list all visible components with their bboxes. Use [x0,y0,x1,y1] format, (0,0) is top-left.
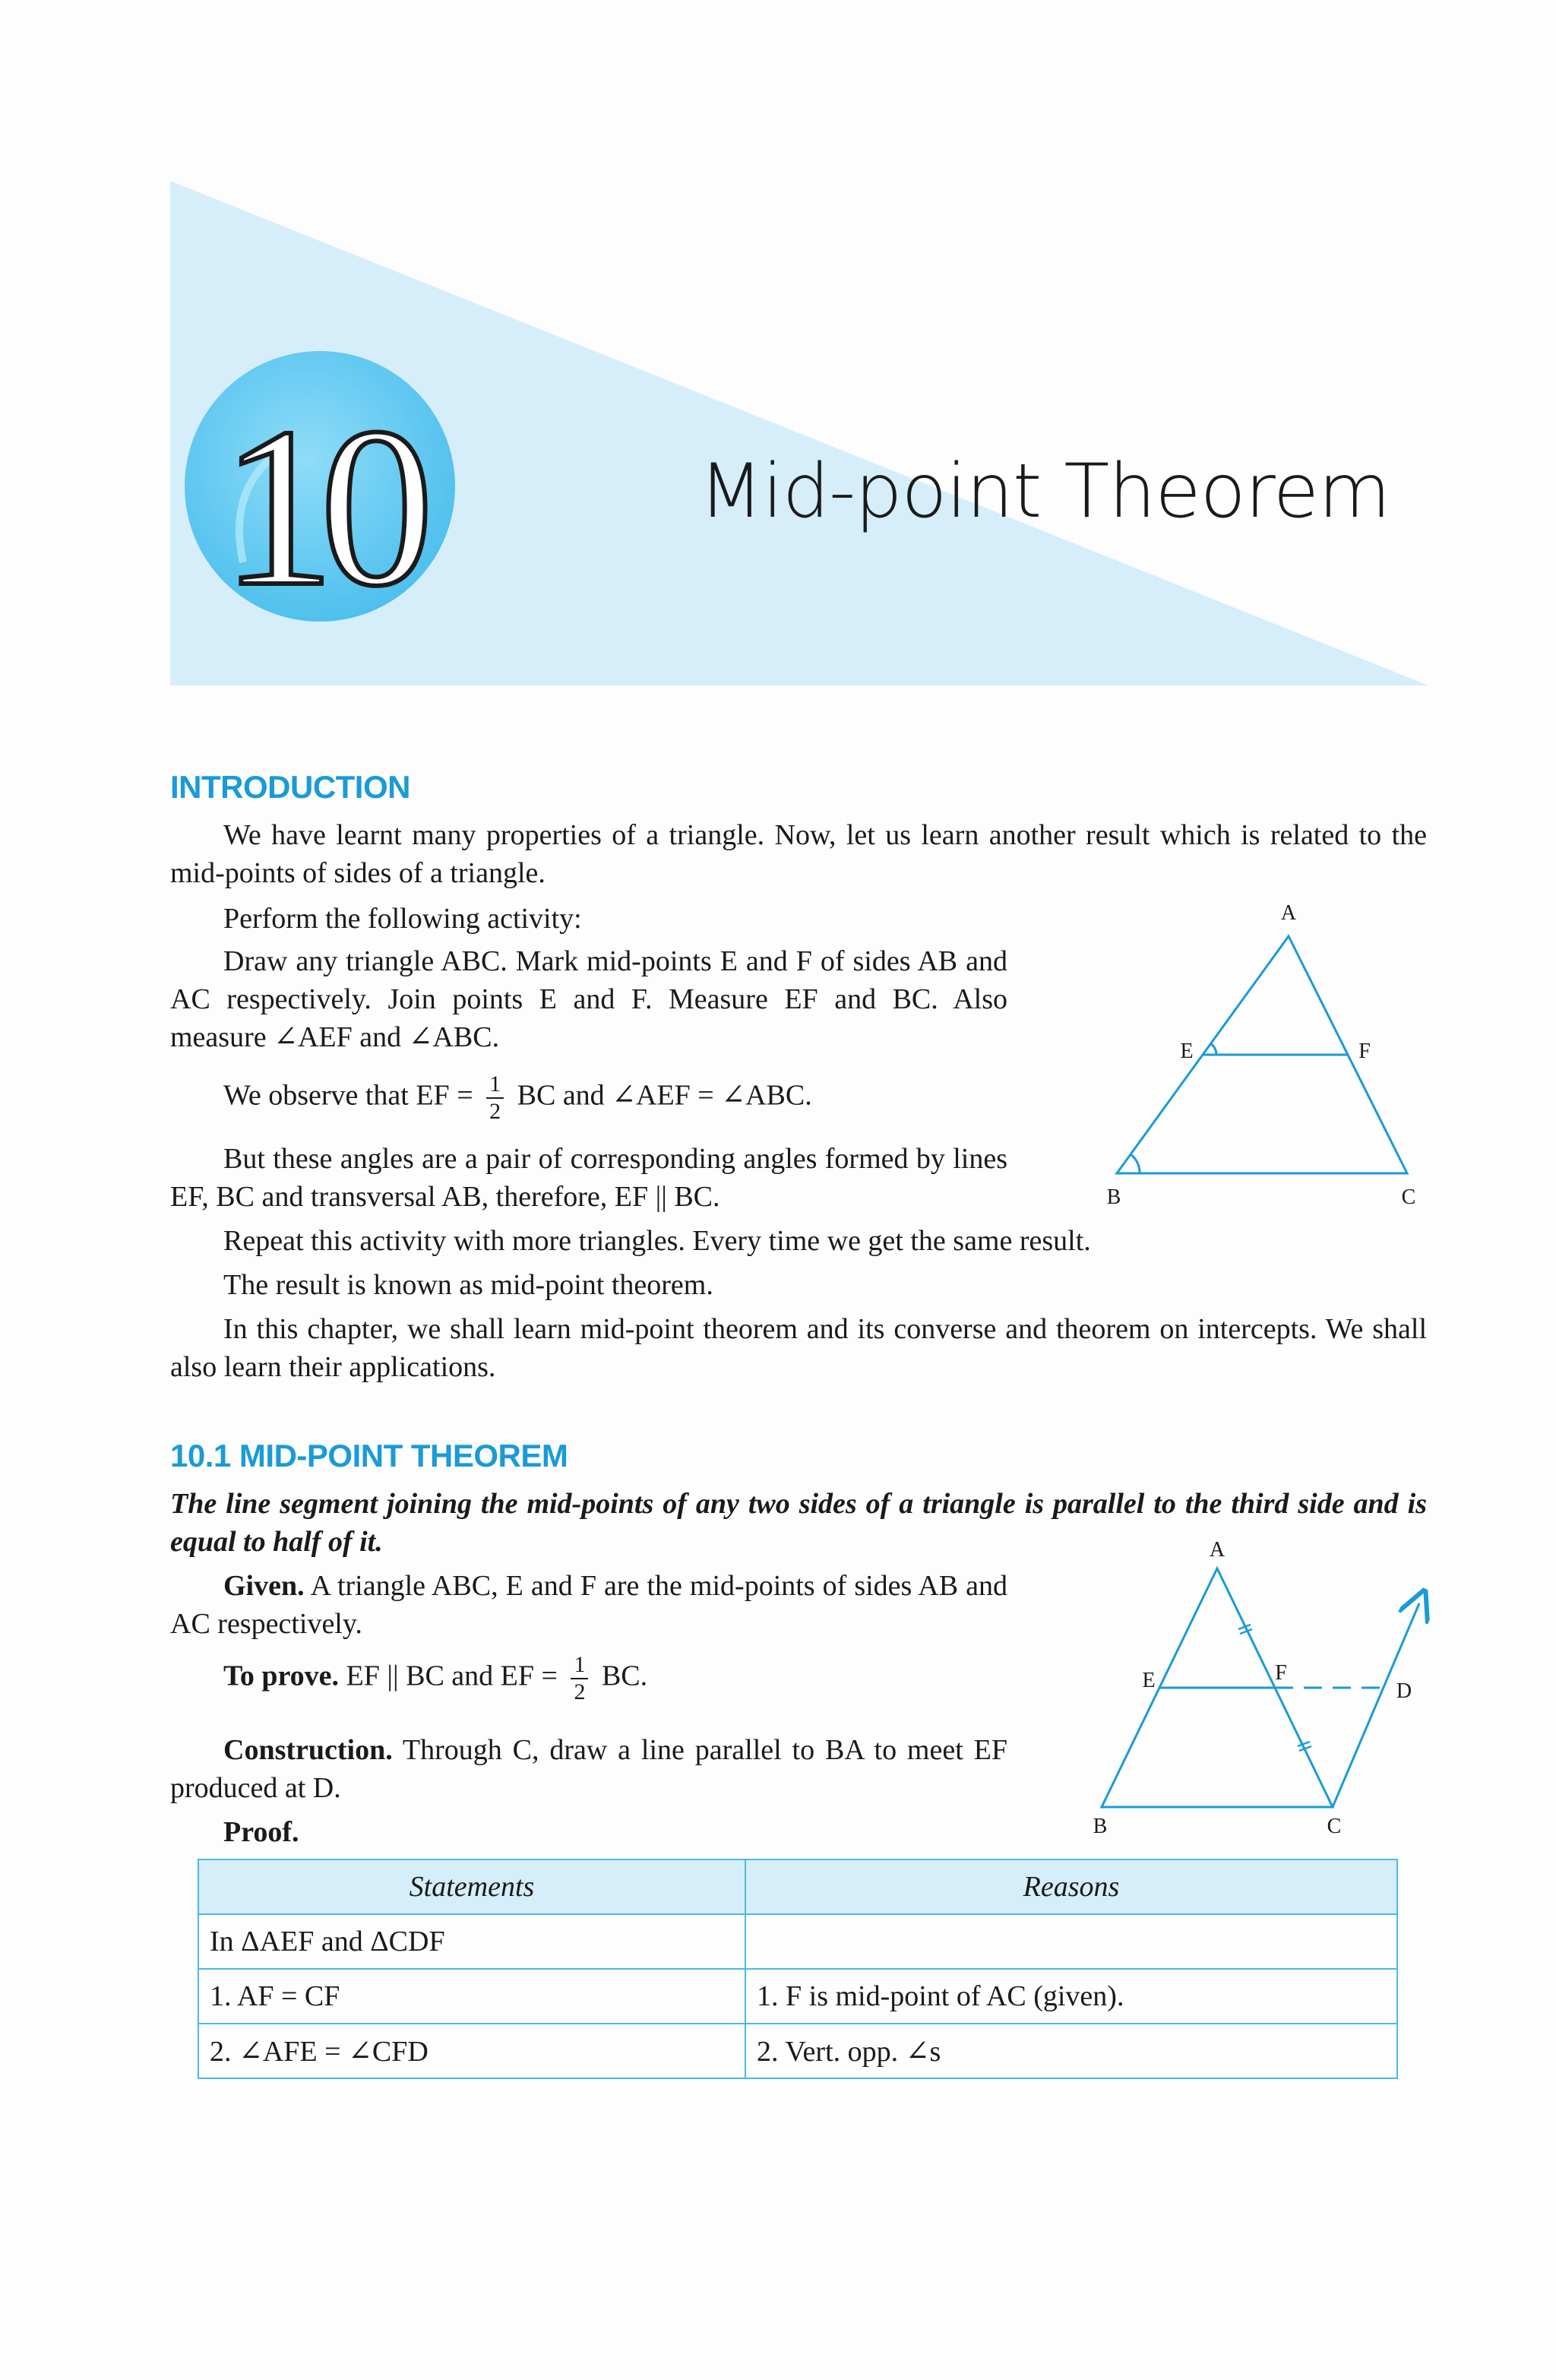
statement-cell: In ΔAEF and ΔCDF [198,1914,745,1969]
to-prove-paragraph [170,1652,1007,1705]
chapter-banner [0,0,1556,699]
triangle-figure-2 [1079,1535,1459,1854]
construction-paragraph [170,1731,1007,1807]
chapter-number: 10 [221,381,419,633]
observe-text: We observe that EF = [223,1079,473,1112]
triangle-figure-1 [1094,897,1444,1216]
to-prove-text: EF || BC and EF = [346,1660,558,1692]
label-c: C [1401,1185,1416,1209]
table-header-row [198,1859,1397,1914]
given-text: A triangle ABC, E and F are the mid-points of sides AB and AC respectively. [170,1570,1007,1640]
reason-cell [745,1914,1397,1969]
section-heading: 10.1 MID-POINT THEOREM [170,1438,568,1473]
observe-text-rest: BC and ∠AEF = ∠ABC. [517,1079,812,1112]
to-prove-label: To prove. [223,1660,340,1692]
table-row [198,1914,1397,1969]
label-e-2: E [1142,1669,1156,1692]
label-f: F [1358,1040,1371,1063]
given-label: Given. [223,1570,305,1602]
angle-aef-arc [1210,1043,1216,1055]
fraction-half: $\frac{1}{2}$ [486,1071,504,1125]
given-paragraph [170,1567,1007,1643]
line-through-c-parallel-ba [1333,1603,1419,1807]
intro-paragraph-7: The result is known as mid-point theorem. [223,1269,713,1301]
label-b: B [1106,1185,1121,1209]
reason-cell: 2. Vert. opp. ∠s [745,2024,1397,2078]
statement-cell: 1. AF = CF [198,1969,745,2024]
intro-paragraph-2: Perform the following activity: [223,903,582,935]
intro-paragraph-4 [170,1071,1007,1125]
intro-paragraph-5: But these angles are a pair of corresponding angles formed by lines EF, BC and transversal AB, therefore, EF || BC. [170,1143,1007,1213]
label-f-2: F [1275,1661,1287,1685]
proof-label: Proof. [223,1816,299,1848]
label-d-2: D [1396,1679,1412,1703]
intro-paragraph-8: In this chapter, we shall learn mid-point theorem and its converse and theorem on intercepts. We shall also learn their applications. [170,1313,1427,1383]
label-e: E [1180,1040,1194,1063]
intro-paragraph-1: We have learnt many properties of a triangle. Now, let us learn another result which is related to the mid-points of sides of a triangle. [170,819,1427,889]
table-row [198,1969,1397,2024]
fraction-half-2: $\frac{1}{2}$ [571,1652,588,1705]
reason-cell: 1. F is mid-point of AC (given). [745,1969,1397,2024]
label-a-2: A [1209,1538,1226,1562]
construction-text: Through C, draw a line parallel to BA to meet EF produced at D. [170,1734,1007,1804]
header-statements: Statements [198,1859,745,1914]
angle-abc-arc [1131,1154,1140,1173]
label-a: A [1280,901,1297,925]
header-reasons: Reasons [745,1859,1397,1914]
intro-paragraph-6: Repeat this activity with more triangles. Every time we get the same result. [223,1225,1091,1257]
intro-paragraph-3: Draw any triangle ABC. Mark mid-points E and F of sides AB and AC respectively. Join points E and F. Measure EF and BC. Also measure ∠AEF and ∠ABC. [170,945,1007,1053]
construction-label: Construction. [223,1734,393,1766]
introduction-heading: INTRODUCTION [170,769,410,805]
chapter-title: Mid-point Theorem [699,448,1390,535]
theorem-statement: The line segment joining the mid-points of any two sides of a triangle is parallel to the third side and is equal to half of it. [170,1488,1427,1558]
statement-cell: 2. ∠AFE = ∠CFD [198,2024,745,2078]
label-c-2: C [1327,1815,1342,1838]
table-row [198,2024,1397,2078]
to-prove-text-rest: BC. [601,1660,648,1692]
label-b-2: B [1093,1815,1108,1838]
proof-table [198,1859,1398,2079]
